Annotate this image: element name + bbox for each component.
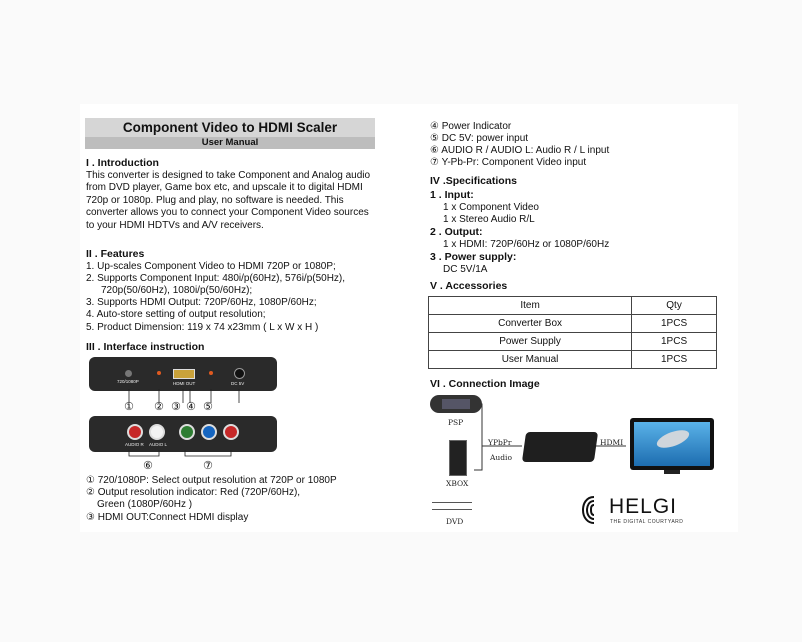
converter-box [522, 432, 598, 462]
header-item: Item [429, 297, 632, 315]
callout-7: ⑦ [203, 460, 213, 472]
psp-label: PSP [448, 418, 464, 427]
label-hdmi-out: HDMI OUT [173, 381, 196, 386]
interface-item: ④ Power Indicator [430, 121, 512, 132]
cell-item: Converter Box [429, 315, 632, 333]
dvd-label: DVD [446, 517, 464, 526]
ypbpr-label: YPbPr [488, 438, 512, 447]
accessories-heading: V . Accessories [430, 280, 508, 292]
pb-port [201, 424, 217, 440]
label-720-1080: 720/1080P [117, 379, 139, 384]
connection-heading: VI . Connection Image [430, 378, 540, 390]
interface-item: ⑦ Y-Pb-Pr: Component Video input [430, 157, 587, 168]
callout-2: ② [154, 401, 164, 413]
audio-label: Audio [490, 453, 512, 462]
interface-item: ① 720/1080P: Select output resolution at 720P or 1080P [86, 475, 337, 486]
feature-item: 4. Auto-store setting of output resolution; [86, 309, 266, 320]
table-row [429, 315, 717, 333]
back-callout-lines [89, 448, 279, 464]
interface-item: Green (1080P/60Hz ) [97, 499, 193, 510]
cell-qty: 1PCS [632, 315, 717, 333]
interface-item: ⑤ DC 5V: power input [430, 133, 529, 144]
spec-value: 1 x Component Video [443, 202, 539, 213]
logo-tagline: THE DIGITAL COURTYARD [610, 519, 684, 525]
cell-item: User Manual [429, 351, 632, 369]
interface-heading: III . Interface instruction [86, 341, 205, 353]
pr-port [223, 424, 239, 440]
tv-display [630, 418, 714, 470]
callout-1: ① [124, 401, 134, 413]
page-title: Component Video to HDMI Scaler [85, 118, 375, 137]
spec-input-heading: 1 . Input: [430, 189, 474, 201]
resolution-led [157, 371, 161, 375]
header-qty: Qty [632, 297, 717, 315]
intro-heading: I . Introduction [86, 157, 159, 169]
hdmi-port [173, 369, 195, 379]
features-heading: II . Features [86, 248, 145, 260]
audio-l-port [149, 424, 165, 440]
intro-text: This converter is designed to take Component and Analog audio from DVD player, Game box etc, and upscale it to digital HDMI 720p or 1080p. Plug and play, no software is needed. This converter allows you to connect your Component Video sources to your HDMI HDTVs and A/V receivers. [86, 170, 371, 231]
specs-heading: IV .Specifications [430, 175, 517, 187]
logo-name: HELGI [609, 495, 678, 518]
front-callout-lines [89, 385, 279, 415]
interface-item: ③ HDMI OUT:Connect HDMI display [86, 512, 249, 523]
feature-item: 2. Supports Component Input: 480i/p(60Hz), 576i/p(50Hz), [86, 273, 346, 284]
y-port [179, 424, 195, 440]
label-audio-l: AUDIO L [149, 442, 168, 447]
spec-output-heading: 2 . Output: [430, 226, 483, 238]
xbox-device [449, 440, 467, 476]
psp-screen [442, 399, 470, 409]
label-audio-r: AUDIO R [125, 442, 144, 447]
device-back-panel [89, 416, 277, 452]
audio-r-port [127, 424, 143, 440]
table-row [429, 333, 717, 351]
spec-value: DC 5V/1A [443, 264, 488, 275]
feature-item: 720p(50/60Hz), 1080i/p(50/60Hz); [101, 285, 253, 296]
interface-item: ⑥ AUDIO R / AUDIO L: Audio R / L input [430, 145, 610, 156]
spec-power-heading: 3 . Power supply: [430, 251, 517, 263]
tv-screen [634, 422, 710, 466]
xbox-label: XBOX [446, 479, 469, 488]
callout-4: ④ [186, 401, 196, 413]
interface-item: ② Output resolution indicator: Red (720P/60Hz), [86, 487, 301, 498]
dvd-device [432, 502, 472, 510]
accessories-table [428, 296, 717, 369]
tv-stand [664, 470, 680, 474]
spec-value: 1 x HDMI: 720P/60Hz or 1080P/60Hz [443, 239, 610, 250]
dc-jack [234, 368, 245, 379]
label-dc5v: DC 5V [231, 381, 245, 386]
callout-3: ③ [171, 401, 181, 413]
feature-item: 3. Supports HDMI Output: 720P/60Hz, 1080P/60Hz; [86, 297, 317, 308]
fingerprint-logo-icon [580, 494, 608, 526]
callout-5: ⑤ [203, 401, 213, 413]
table-row [429, 351, 717, 369]
resolution-switch [125, 370, 132, 377]
hdmi-label: HDMI [600, 438, 624, 447]
page-subtitle: User Manual [85, 137, 375, 149]
feature-item: 5. Product Dimension: 119 x 74 x23mm ( L x W x H ) [86, 322, 319, 333]
callout-6: ⑥ [143, 460, 153, 472]
spec-value: 1 x Stereo Audio R/L [443, 214, 535, 225]
dolphin-image [655, 427, 692, 452]
cell-item: Power Supply [429, 333, 632, 351]
cell-qty: 1PCS [632, 333, 717, 351]
power-led [209, 371, 213, 375]
feature-item: 1. Up-scales Component Video to HDMI 720P or 1080P; [86, 261, 336, 272]
cell-qty: 1PCS [632, 351, 717, 369]
table-header-row [429, 297, 717, 315]
